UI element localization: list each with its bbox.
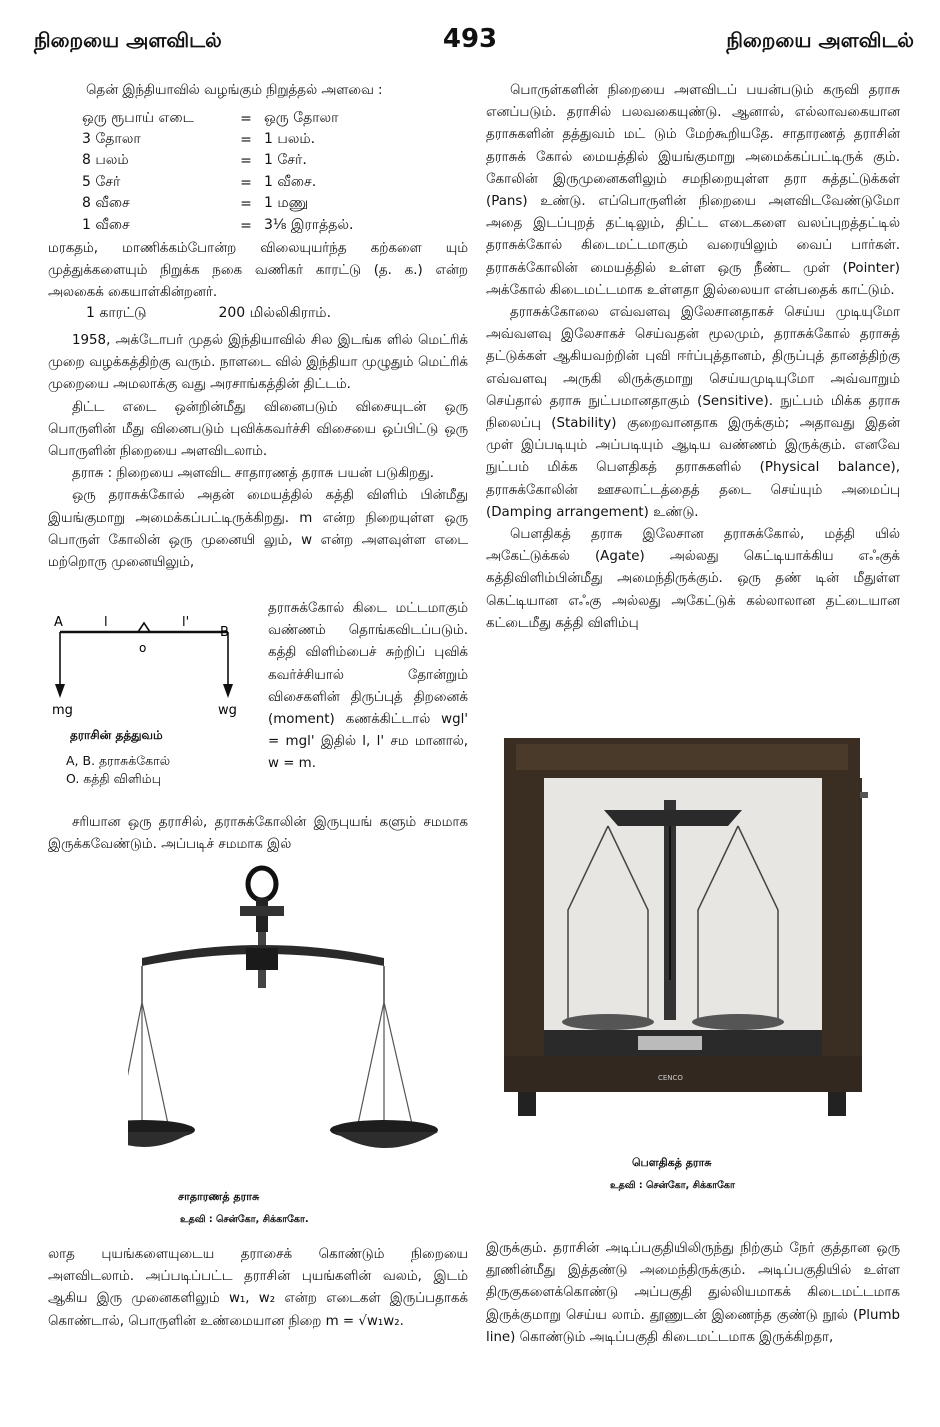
paragraph-tharasu: தராசு : நிறையை அளவிட சாதாரணத் தராசு பயன் படுகிறது.	[72, 466, 435, 482]
left-column-body	[48, 330, 468, 574]
label-l: l	[104, 615, 108, 630]
left-column-moment	[268, 598, 468, 776]
paragraph-gems: மரகதம், மாணிக்கம்போன்ற விலையுயர்ந்த கற்களை யும் முத்துக்களையும் நிறுக்க நகை வணிகர் காரட்டு (த. க.) என்ற அலகைக் கையாள்கின்றனர்.	[48, 241, 468, 301]
lever-principle-diagram	[48, 612, 253, 717]
label-b: B	[220, 625, 229, 640]
legend-beam: A, B. தராசுக்கோல்	[66, 753, 171, 768]
table-row	[82, 151, 353, 172]
carat-left: 1 காரட்டு	[86, 305, 147, 321]
table-row	[82, 108, 353, 129]
weight-to: 1 சேர்.	[264, 152, 307, 169]
weight-to: 1 பலம்.	[264, 131, 316, 148]
left-column-lower	[48, 1244, 468, 1333]
weights-table	[82, 108, 353, 236]
lever-diagram-legend	[66, 752, 170, 788]
running-head-right: நிறையை அளவிடல்	[726, 28, 914, 52]
paragraph-plumb-line: இருக்கும். தராசின் அடிப்பகுதியிலிருந்து நிற்கும் நேர் குத்தான ஒரு தூணின்மீது இத்தண்டு அமைந்திருக்கும். அடிப்பகுதியில் உள்ள திருகுகளைக்கொண்டு அப்பகுதி துல்லியமாகக் கிடைமட்டமாக இருக்குமாறு செய்ய லாம். தூணுடன் இணைந்த குண்டு நூல் (Plumb line) கொண்டும் அடிப்பகுதி கிடைமட்டமாக இருக்கிறதா,	[486, 1241, 900, 1345]
paragraph-unequal-arms: லாத புயங்களையுடைய தராசைக் கொண்டும் நிறையை அளவிடலாம். அப்படிப்பட்ட தராசின் புயங்களின் வலம், இடம் ஆகிய இரு முனைகளிலும் w₁, w₂ என்ற எடைகள் இருப்பதாகக் கொண்டால், பொருளின் உண்மையான நிறை m = √w₁w₂.	[48, 1247, 468, 1329]
common-balance-caption: சாதாரணத் தராசு	[178, 1190, 260, 1203]
label-a: A	[54, 615, 63, 630]
left-column-correct	[48, 812, 468, 856]
weight-to: 3⅛ இராத்தல்.	[264, 216, 354, 233]
table-row	[82, 172, 353, 193]
weights-table-intro: தென் இந்தியாவில் வழங்கும் நிறுத்தல் அளவை :	[86, 83, 383, 98]
left-column-upper	[48, 238, 468, 305]
paragraph-sensitivity: தராசுக்கோலை எவ்வளவு இலேசானதாகச் செய்ய முடியுமோ அவ்வளவு இலேசாகச் செய்வதன் மூலமும், தராசுக்கோல் தராசுத் தட்டுக்கள் ஆகியவற்றின் புவி ஈர்ப்புத்தானம், திருப்புத் தானத்திற்கு எவ்வளவு அருகி லிருக்குமாறு செய்யமுடியுமோ அவ்வாறும் செய்தால் தராசு நுட்பமானதாகும் (Sensitive). நுட்பம் மிக்க தராசு நிலைப்பு (Stability) குறைவானதாக இருக்கும்; அதாவது இதன் முள் இப்படியும் அப்படியும் ஆடிய வண்ணம் இருக்கும். எனவே நுட்பம் மிக்க பௌதிகத் தராசுகளில் (Physical balance), தராசுக்கோலின் ஊசலாட்டத்தைத் தடை செய்யும் அமைப்பு (Damping arrangement) உண்டு.	[486, 305, 900, 520]
label-mg: mg	[52, 703, 73, 717]
common-balance-illustration	[128, 862, 444, 1182]
weight-to: 1 மணு	[264, 195, 309, 212]
physical-balance-illustration	[498, 730, 868, 1130]
weight-equals: =	[240, 217, 252, 234]
label-o: o	[139, 641, 147, 655]
label-l-prime: l'	[182, 615, 190, 630]
paragraph-moment: தராசுக்கோல் கிடை மட்டமாகும் வண்ணம் தொங்கவிடப்படும். கத்தி விளிம்பைச் சுற்றிப் புவிக் கவர்ச்சியால் தோன்றும் விசைகளின் திருப்புத் திறனைக் (moment) கணக்கிட்டால் wgl' = mgl' இதில் l, l' சம மானால், w = m.	[268, 601, 468, 772]
right-column-upper	[486, 80, 900, 635]
physical-balance-caption: பௌதிகத் தராசு	[632, 1156, 712, 1169]
weight-equals: =	[240, 110, 252, 127]
paragraph-standard-weight: திட்ட எடை ஒன்றின்மீது வினைபடும் விசையுடன் ஒரு பொருளின் மீது வினைபடும் புவிக்கவர்ச்சி விசையை ஒப்பிட்டு ஒரு பொருளின் நிறையை அளவிடலாம்.	[48, 399, 468, 460]
running-head-left: நிறையை அளவிடல்	[34, 28, 222, 52]
table-row	[82, 215, 353, 236]
paragraph-beam: ஒரு தராசுக்கோல் அதன் மையத்தில் கத்தி விளிம் பின்மீது இயங்குமாறு அமைக்கப்பட்டிருக்கிறது. m என்ற நிறையுள்ள ஒரு பொருள் கோலின் ஒரு முனையி லும், w என்ற அளவுள்ள எடை மற்றொரு முனையிலும்,	[48, 488, 468, 571]
carat-equation	[86, 305, 331, 323]
common-balance-credit: உதவி : சென்கோ, சிக்காகோ.	[180, 1214, 309, 1225]
right-column-lower	[486, 1238, 900, 1349]
weight-from: 1 வீசை	[82, 216, 130, 233]
balance-nameplate: CENCO	[658, 1074, 683, 1082]
weight-from: 5 சேர்	[82, 173, 121, 190]
weight-from: ஒரு ரூபாய் எடை	[82, 109, 194, 126]
weight-from: 8 பலம்	[82, 152, 129, 169]
table-row	[82, 129, 353, 150]
page-number: 493	[442, 24, 498, 54]
paragraph-correct-balance: சரியான ஒரு தராசில், தராசுக்கோலின் இருபுயங் களும் சமமாக இருக்கவேண்டும். அப்படிச் சமமாக இல்	[48, 815, 468, 853]
weight-to: ஒரு தோலா	[264, 109, 339, 126]
table-row	[82, 194, 353, 215]
physical-balance-credit: உதவி : சென்கோ, சிக்காகோ	[610, 1180, 735, 1191]
lever-diagram-caption: தராசின் தத்துவம்	[70, 728, 163, 742]
paragraph-metric: 1958, அக்டோபர் முதல் இந்தியாவில் சில இடங்க ளில் மெட்ரிக் முறை வழக்கத்திற்கு வரும். நாளடை வில் இந்தியா முழுதும் மெட்ரிக் முறையை அமலாக்கு வது அரசாங்கத்தின் திட்டம்.	[48, 333, 468, 393]
weight-to: 1 வீசை.	[264, 173, 317, 190]
paragraph-pans: பொருள்களின் நிறையை அளவிடப் பயன்படும் கருவி தராசு எனப்படும். தராசில் பலவகையுண்டு. ஆனால், எல்லாவகையான தராசுகளின் தத்துவம் மட் டும் மேற்கூறியதே. சாதாரணத் தராசின் தராசுக் கோல் மையத்தில் இயங்குமாறு அமைக்கப்பட்டிருக் கும். கோலின் இருமுனைகளிலும் சமநிறையுள்ள தரா சுத்தட்டுக்கள் (Pans) உண்டு. எப்பொருளின் நிறையை அளவிடவேண்டுமோ அதை இடப்புறத் தட்டிலும், திட்ட எடைகளை வலப்புறத்தட்டில் தராசுக்கோல் கிடைமட்டமாகும் வரையிலும் வைப் பார்கள். தராசுக்கோலின் மையத்தில் உள்ள ஒரு நீண்ட முள் (Pointer) அக்கோல் கிடைமட்டமாக உள்ளதா இல்லையா என்பதைக் காட்டும்.	[486, 83, 900, 298]
weight-from: 3 தோலா	[82, 131, 141, 148]
weight-equals: =	[240, 153, 252, 170]
label-wg: wg	[218, 703, 237, 717]
weight-equals: =	[240, 132, 252, 149]
legend-knife-edge: O. கத்தி விளிம்பு	[66, 771, 162, 786]
paragraph-agate: பௌதிகத் தராசு இலேசான தராசுக்கோல், மத்தி யில் அகேட்டுக்கல் (Agate) அல்லது கெட்டியாக்கிய எஃகுக் கத்திவிளிம்பின்மீது அமைந்திருக்கும். ஒரு தண் டின் மீதுள்ள கெட்டியான எஃகு அல்லது அகேட்டுக் கல்லாலான தட்டையான கட்டைமீது கத்தி விளிம்பு	[486, 527, 900, 631]
weight-equals: =	[240, 196, 252, 213]
weight-equals: =	[240, 174, 252, 191]
carat-right: 200 மில்லிகிராம்.	[218, 305, 332, 321]
weight-from: 8 வீசை	[82, 195, 130, 212]
